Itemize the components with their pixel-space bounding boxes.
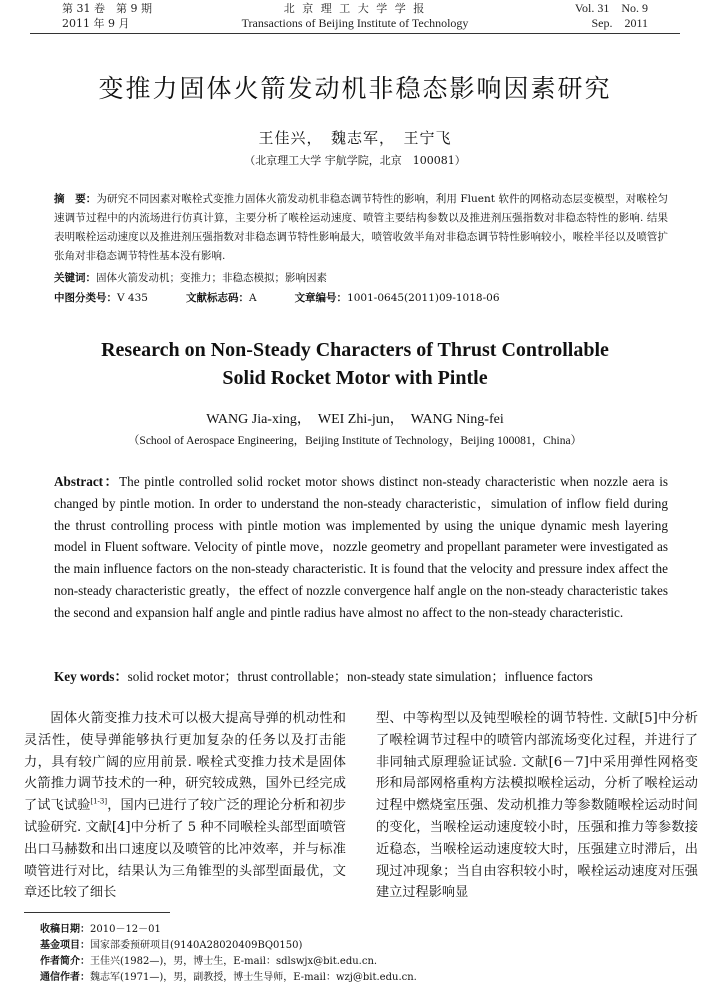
title-cn: 变推力固体火箭发动机非稳态影响因素研究 — [98, 74, 612, 103]
body-column-right: 型、中等构型以及钝型喉栓的调节特性. 文献[5]中分析了喉栓调节过程中的喷管内部流场变化过程，并进行了非同轴式原理验证试验. 文献[6－7]中采用弹性网格变形和局部网格重构方法模拟喉栓运动，分析了喉栓运动过程中燃烧室压强、发动机推力等参数随喉栓运动时间的变化，当喉栓运动速度较小时，压强和推力等参数接近稳态，当喉栓运动速度较大时，压强建立时滞后，出现过冲现象；当自由容积较小时，喉栓运动速度对压强建立过程影响显 — [376, 711, 698, 901]
header-divider — [30, 33, 680, 34]
abstract-en-label: Abstract： — [54, 474, 120, 489]
abstract-cn-label: 摘 要： — [54, 193, 97, 205]
journal-name-en: Transactions of Beijing Institute of Technology — [241, 16, 469, 30]
body-left-text-a: 固体火箭变推力技术可以极大提高导弹的机动性和灵活性，使导弹能够执行更加复杂的任务以及打击能力，具有较广阔的应用前景. 喉栓式变推力技术是固体火箭推力调节技术的一种，研究较成熟，国外已经完成了试飞试验 — [24, 711, 346, 814]
keywords-en-text: solid rocket motor；thrust controllable；non-steady state simulation；influence factors — [127, 669, 593, 684]
affiliation-en: （School of Aerospace Engineering，Beijing Institute of Technology，Beijing 100081，China） — [127, 435, 583, 447]
received-value: 2010－12－01 — [90, 924, 161, 935]
abstract-en — [54, 471, 668, 624]
doc-code-value: A — [248, 292, 257, 304]
body-left-text-b: ，国内已进行了较广泛的理论分析和初步试验研究. 文献[4]中分析了 5 种不同喉栓头部型面喷管出口马赫数和出口速度以及喷管的比冲效率，并与标准喷管进行对比，结果认为三角锥型的头部型面最优，文章还比较了细长 — [24, 798, 347, 901]
keywords-en-label: Key words： — [54, 669, 128, 684]
abstract-en-text: The pintle controlled solid rocket motor shows distinct non-steady characteristic when nozzle aera is changed by pintle motion. In order to understand the non-steady characteristic，simulation of inflow field during the thrust controlling process with pintle motion was implemented by using the unique dynamic mesh layering model in Fluent software. Velocity of pintle move，nozzle geometry and propellant parameter were investigated as the main influence factors on the non-steady characteristic. It is found that the velocity and pressure index affect the non-steady characteristic greatly，the effect of nozzle convergence half angle on the non-steady characteristic takes the second and expansion half angle and pintle radius have almost no affect to the non-steady characteristic. — [54, 474, 668, 620]
title-en-line1: Research on Non-Steady Characters of Thrust Controllable — [101, 339, 609, 361]
corresponding-value: 魏志军(1971—)，男，副教授，博士生导师，E-mail：wzj@bit.edu.cn. — [90, 972, 417, 983]
keywords-cn-text: 固体火箭发动机；变推力；非稳态模拟；影响因素 — [96, 272, 327, 284]
affiliation-cn: （北京理工大学 宇航学院，北京 100081） — [244, 154, 466, 167]
author-bio-label: 作者简介： — [40, 956, 90, 967]
author-bio-value: 王佳兴(1982—)，男，博士生，E-mail：sdlswjx@bit.edu.cn. — [90, 956, 378, 967]
footnote-author — [40, 954, 680, 970]
header-right — [575, 1, 648, 31]
abstract-cn — [54, 190, 668, 266]
authors-cn: 王佳兴， 魏志军， 王宁飞 — [258, 129, 452, 147]
footnote-corresponding — [40, 970, 680, 986]
volume-issue-en: Vol. 31 No. 9 — [574, 1, 648, 15]
fund-label: 基金项目： — [40, 940, 90, 951]
footnote-fund — [40, 938, 680, 954]
classification-row — [54, 290, 674, 306]
abstract-cn-text: 为研究不同因素对喉栓式变推力固体火箭发动机非稳态调节特性的影响，利用 Fluent 软件的网格动态层变模型，对喉栓匀速调节过程中的内流场进行仿真计算，主要分析了喉栓运动速度、喷管主要结构参数以及推进剂压强指数对非稳态特性的影响. 结果表明喉栓运动速度以及推进剂压强指数对非稳态调节特性影响最大，喷管收敛半角对非稳态调节特性影响较小，喉栓半径以及喷管扩张角对非稳态调节特性基本没有影响. — [54, 193, 668, 262]
doc-code-label: 文献标志码： — [185, 292, 249, 304]
footnote-received — [40, 922, 680, 938]
keywords-cn-label: 关键词： — [54, 272, 96, 284]
received-label: 收稿日期： — [40, 924, 90, 935]
title-en-line2: Solid Rocket Motor with Pintle — [222, 367, 488, 389]
running-header — [0, 0, 710, 34]
footnote-divider — [24, 912, 170, 913]
authors-en: WANG Jia-xing， WEI Zhi-jun， WANG Ning-fei — [206, 412, 504, 427]
clc-label: 中图分类号： — [54, 292, 117, 304]
title-en — [0, 336, 710, 392]
journal-name-cn: 北 京 理 工 大 学 学 报 — [283, 2, 427, 15]
article-no-label: 文章编号： — [294, 292, 348, 304]
citation-1-3: [1-3] — [90, 797, 108, 806]
keywords-en — [54, 667, 674, 687]
fund-value: 国家部委预研项目(9140A28020409BQ0150) — [90, 940, 303, 951]
volume-issue: 第 31 卷 第 9 期 — [62, 2, 152, 15]
date-en: Sep. 2011 — [591, 16, 648, 30]
article-no-value: 1001-0645(2011)09-1018-06 — [347, 292, 500, 304]
body-column-left — [24, 708, 346, 904]
corresponding-label: 通信作者： — [40, 972, 90, 983]
clc-value: V 435 — [117, 292, 148, 304]
keywords-cn — [54, 270, 674, 286]
date-cn: 2011 年 9 月 — [62, 17, 130, 30]
